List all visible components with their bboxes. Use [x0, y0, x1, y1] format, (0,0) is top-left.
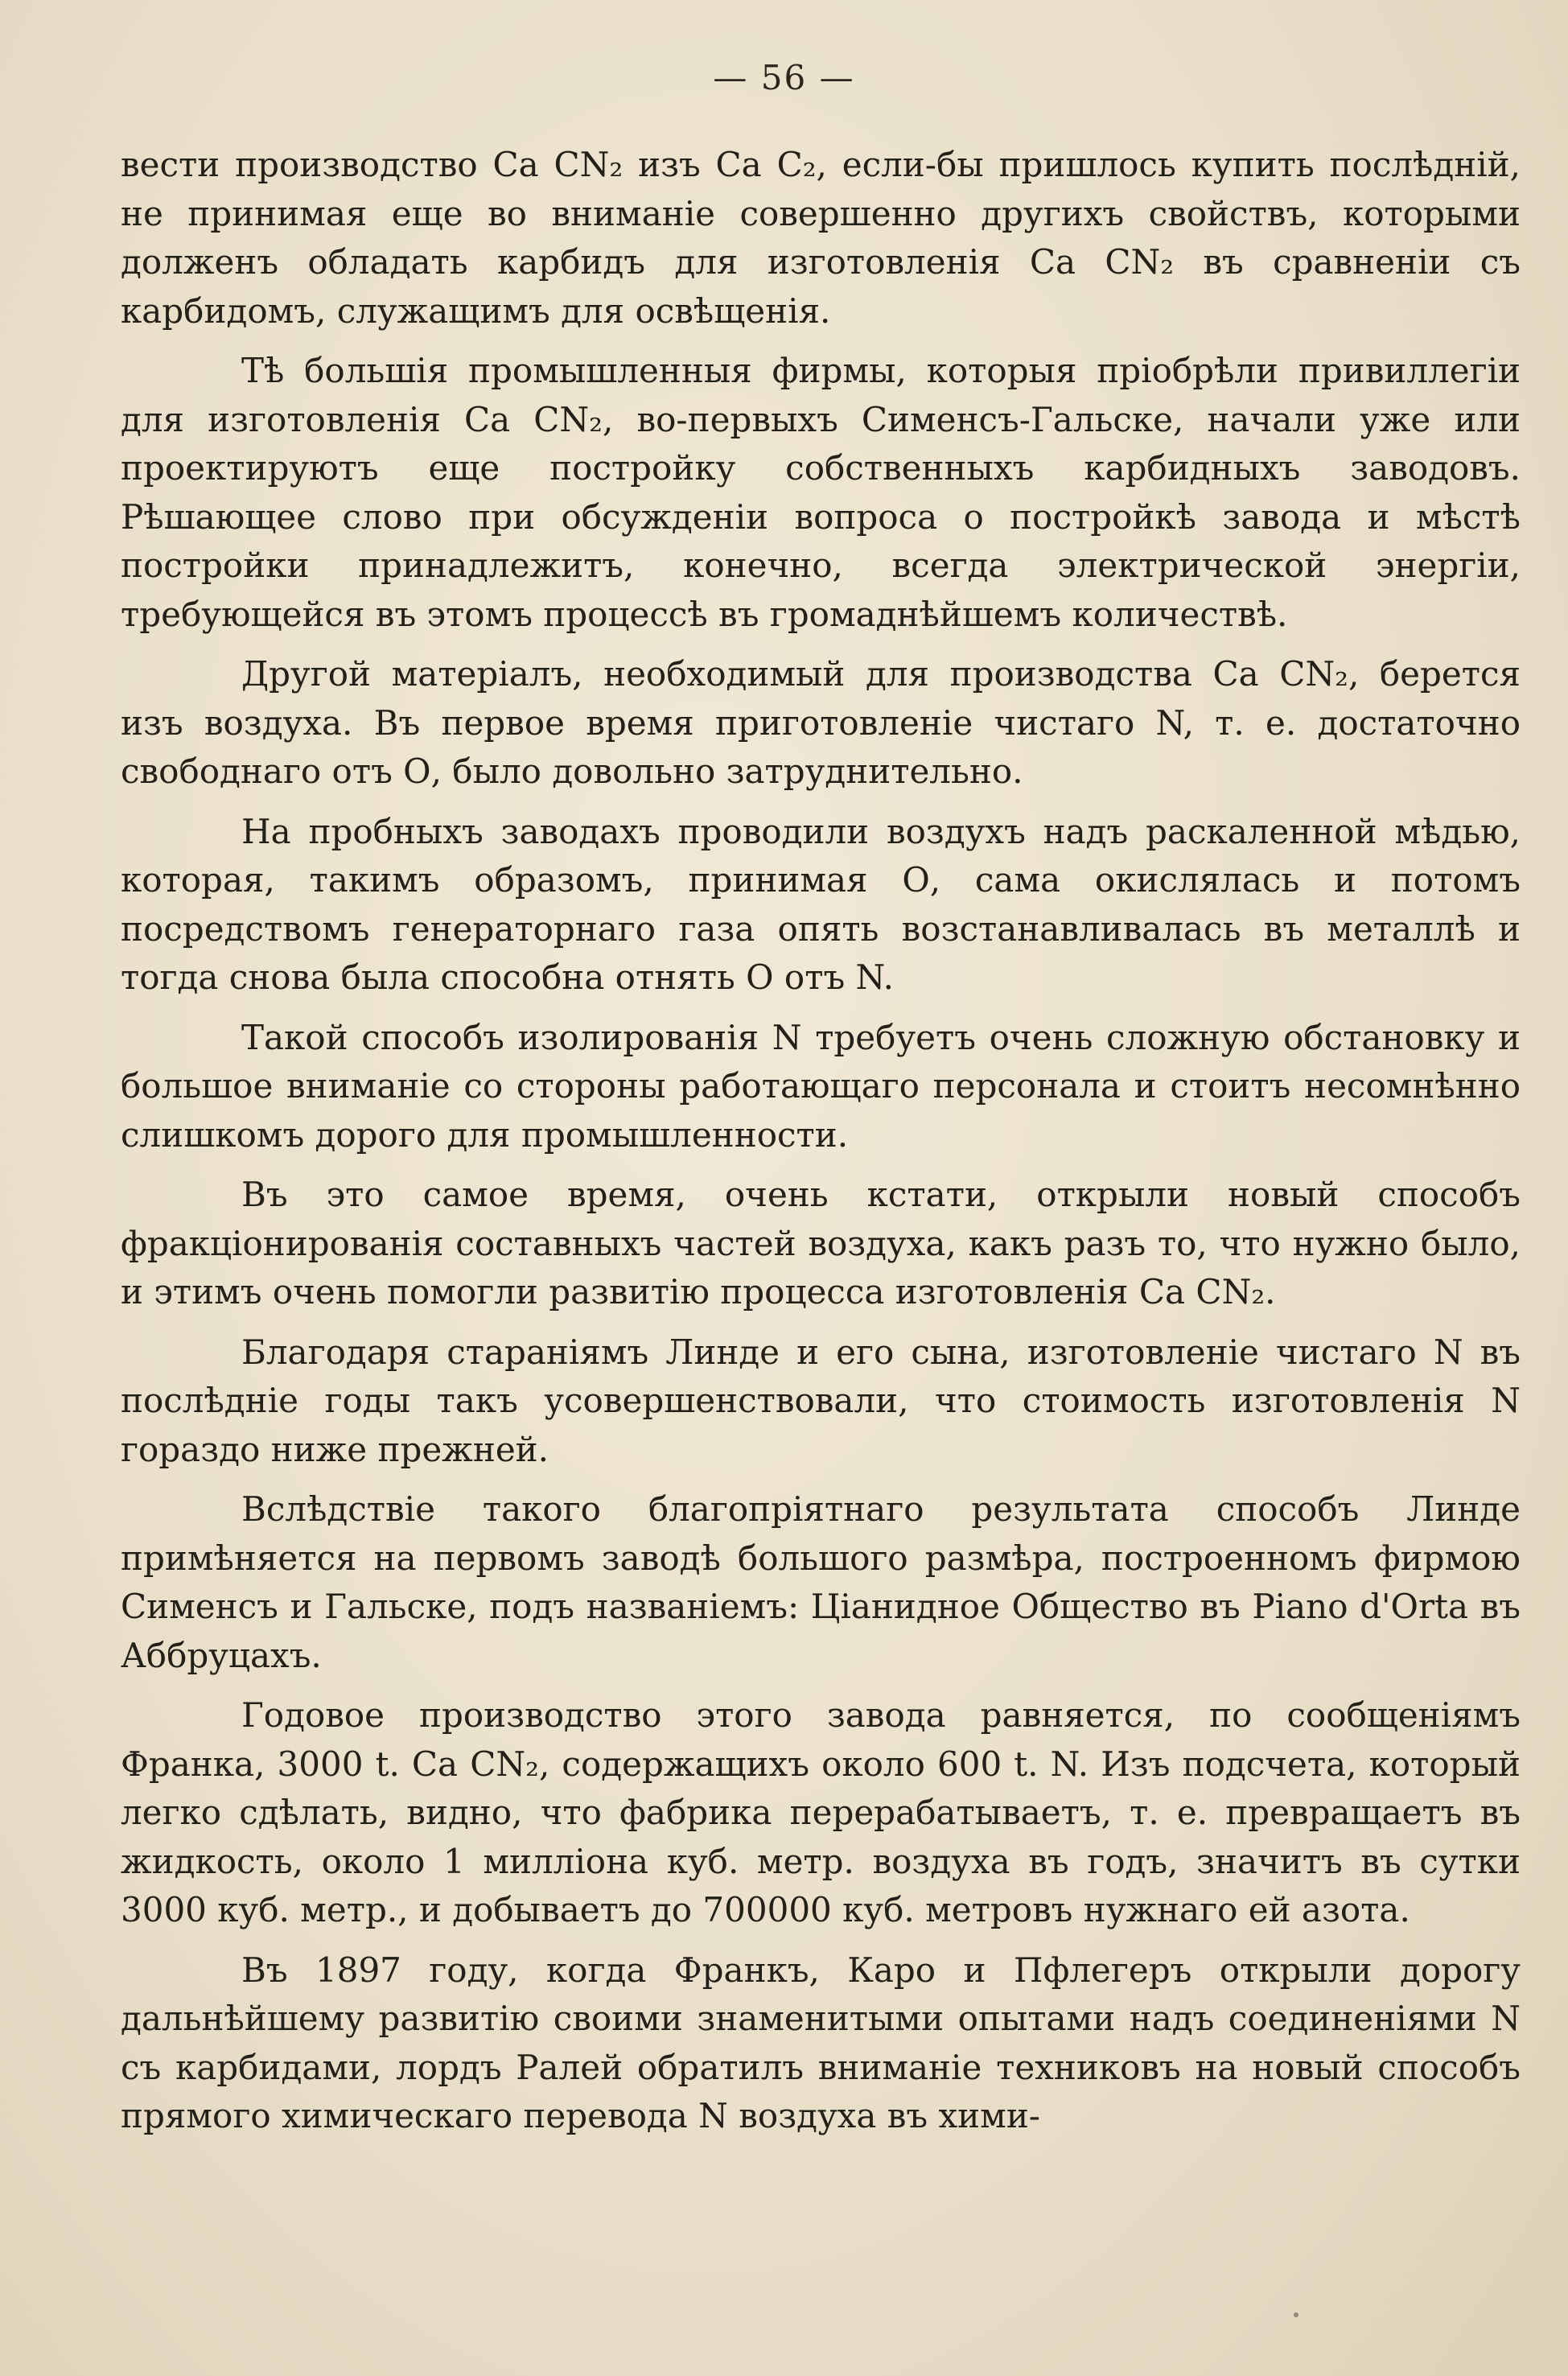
paper-speck [1294, 2312, 1298, 2317]
body-text [121, 141, 1521, 2152]
paragraph-5: Такой способъ изолированiя N требуетъ очень сложную обстановку и большое вниманiе со стороны работающаго персонала и стоитъ несомнѣнно слишкомъ дорого для промышленности. [121, 1017, 1521, 1155]
paragraph-10: Въ 1897 году, когда Франкъ, Каро и Пфлегеръ открыли дорогу дальнѣйшему развитiю своими знаменитыми опытами надъ соединенiями N съ карбидами, лордъ Ралей обратилъ вниманiе техниковъ на новый способъ прямого химическаго перевода N воздуха въ хими- [121, 1950, 1521, 2135]
paragraph-3: Другой матерiалъ, необходимый для производства Са CN₂, берется изъ воздуха. Въ первое время приготовленiе чистаго N, т. е. достаточно свободнаго отъ О, было довольно затруднительно. [121, 654, 1521, 791]
paragraph-6: Въ это самое время, очень кстати, открыли новый способъ фракцiонированiя составныхъ частей воздуха, какъ разъ то, что нужно было, и этимъ очень помогли развитiю процесса изготовленiя Са CN₂. [121, 1175, 1521, 1312]
paragraph-2: Тѣ большiя промышленныя фирмы, которыя прiобрѣли привиллегiи для изготовленiя Са CN₂, во-первыхъ Сименсъ-Гальске, начали уже или проектируютъ еще постройку собственныхъ карбидныхъ заводовъ. Рѣшающее слово при обсужденiи вопроса о постройкѣ завода и мѣстѣ постройки принадлежитъ, конечно, всегда электрической энергiи, требующейся въ этомъ процессѣ въ громаднѣйшемъ количествѣ. [121, 351, 1521, 634]
paragraph-4: На пробныхъ заводахъ проводили воздухъ надъ раскаленной мѣдью, которая, такимъ образомъ, принимая О, сама окислялась и потомъ посредствомъ генераторнаго газа опять возстанавливалась въ металлѣ и тогда снова была способна отнять О отъ N. [121, 811, 1521, 997]
paragraph-1: вести производство Са CN₂ изъ Са C₂, если-бы пришлось купить послѣднiй, не принимая еще во вниманiе совершенно другихъ свойствъ, которыми долженъ обладать карбидъ для изготовленiя Са CN₂ въ сравненiи съ карбидомъ, служащимъ для освѣщенiя. [121, 145, 1521, 331]
paragraph-7: Благодаря старанiямъ Линде и его сына, изготовленiе чистаго N въ послѣднiе годы такъ усовершенствовали, что стоимость изготовленiя N гораздо ниже прежней. [121, 1332, 1521, 1469]
page-number: — 56 — [713, 58, 855, 97]
paragraph-9: Годовое производство этого завода равняется, по сообщенiямъ Франка, 3000 t. Са CN₂, содержащихъ около 600 t. N. Изъ подсчета, который легко сдѣлать, видно, что фабрика перерабатываетъ, т. е. превращаетъ въ жидкость, около 1 миллiона куб. метр. воздуха въ годъ, значитъ въ сутки 3000 куб. метр., и добываетъ до 700000 куб. метровъ нужнаго ей азота. [121, 1695, 1521, 1929]
paragraph-8: Вслѣдствiе такого благопрiятнаго результата способъ Линде примѣняется на первомъ заводѣ большого размѣра, построенномъ фирмою Сименсъ и Гальске, подъ названiемъ: Цiанидное Общество въ Piano d'Orta въ Аббруцахъ. [121, 1489, 1521, 1675]
